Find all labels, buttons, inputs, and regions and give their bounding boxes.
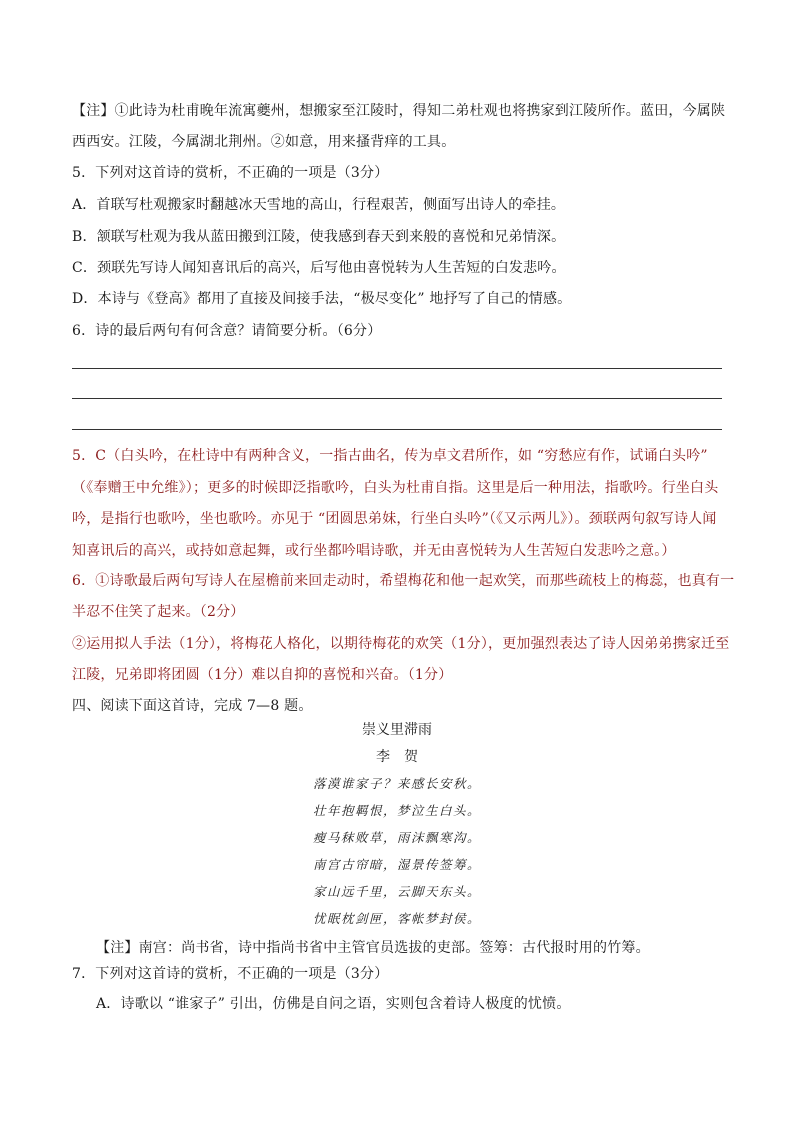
note-line-1: 【注】①此诗为杜甫晚年流寓夔州，想搬家至江陵时，得知二弟杜观也将携家到江陵所作。蓝田，今属陕: [72, 103, 726, 119]
answer-line-1: [72, 368, 722, 369]
poem-note: 【注】南宫：尚书省，诗中指尚书省中主管官员选拔的吏部。签筹：古代报时用的竹筹。: [96, 940, 650, 956]
answer-5-line-2: （《奉赠王中允维》）；更多的时候即泛指歌吟，白头为杜甫自指。这里是后一种用法，指歌吟。行坐白头: [72, 480, 719, 496]
question-5-option-a: A．首联写杜观搬家时翻越冰天雪地的高山，行程艰苦，侧面写出诗人的牵挂。: [72, 197, 566, 213]
question-5-stem: 5．下列对这首诗的赏析，不正确的一项是（3分）: [72, 165, 389, 181]
section-4-heading: 四、阅读下面这首诗，完成 7—8 题。: [72, 698, 313, 714]
poem-line-3: 瘦马秣败草，雨沫飘寒沟。: [312, 830, 481, 845]
poem-line-2: 壮年抱羁恨，梦泣生白头。: [312, 803, 481, 818]
question-6-stem: 6．诗的最后两句有何含意？请简要分析。（6分）: [72, 323, 382, 339]
answer-6-line-2: 半忍不住笑了起来。（2分）: [72, 604, 245, 620]
poem-line-4: 南宫古帘暗，湿景传签筹。: [312, 857, 481, 872]
answer-6-line-4: 江陵，兄弟即将团圆（1分）难以自抑的喜悦和兴奋。（1分）: [72, 667, 453, 683]
question-7-stem: 7．下列对这首诗的赏析，不正确的一项是（3分）: [72, 966, 389, 982]
poem-author: 李 贺: [376, 749, 418, 765]
question-5-option-c: C．颈联先写诗人闻知喜讯后的高兴，后写他由喜悦转为人生苦短的白发悲吟。: [72, 260, 566, 276]
question-5-option-d: D．本诗与《登高》都用了直接及间接手法，“极尽变化” 地抒写了自己的情感。: [72, 291, 572, 307]
question-7-option-a: A．诗歌以 “谁家子” 引出，仿佛是自问之语，实则包含着诗人极度的忧愤。: [96, 996, 571, 1012]
answer-5-line-1: 5．C（白头吟，在杜诗中有两种含义，一指古曲名，传为卓文君所作，如 “穷愁应有作，试诵白头吟”: [72, 448, 708, 464]
poem-line-1: 落漠谁家子？来感长安秋。: [312, 776, 481, 791]
answer-line-3: [72, 429, 722, 430]
answer-5-line-4: 知喜讯后的高兴，或持如意起舞，或行坐都吟唱诗歌，并无由喜悦转为人生苦短白发悲吟之意。）: [72, 543, 676, 559]
answer-line-2: [72, 398, 722, 399]
poem-line-5: 家山远千里，云脚天东头。: [312, 884, 481, 899]
question-5-option-b: B．颔联写杜观为我从蓝田搬到江陵，使我感到春天到来般的喜悦和兄弟情深。: [72, 229, 566, 245]
poem-title: 崇义里滞雨: [362, 722, 432, 738]
answer-6-line-3: ②运用拟人手法（1分），将梅花人格化，以期待梅花的欢笑（1分），更加强烈表达了诗人因弟弟携家迁至: [72, 636, 730, 652]
answer-5-line-3: 吟，是指行也歌吟，坐也歌吟。亦见于 “团圆思弟妹，行坐白头吟”（《又示两儿》）。颈联两句叙写诗人闻: [72, 511, 717, 527]
note-line-2: 西西安。江陵，今属湖北荆州。②如意，用来搔背痒的工具。: [72, 134, 456, 150]
answer-6-line-1: 6．①诗歌最后两句写诗人在屋檐前来回走动时，希望梅花和他一起欢笑，而那些疏枝上的梅蕊，也真有一: [72, 573, 735, 589]
poem-line-6: 忧眠枕剑匣，客帐梦封侯。: [312, 911, 481, 926]
